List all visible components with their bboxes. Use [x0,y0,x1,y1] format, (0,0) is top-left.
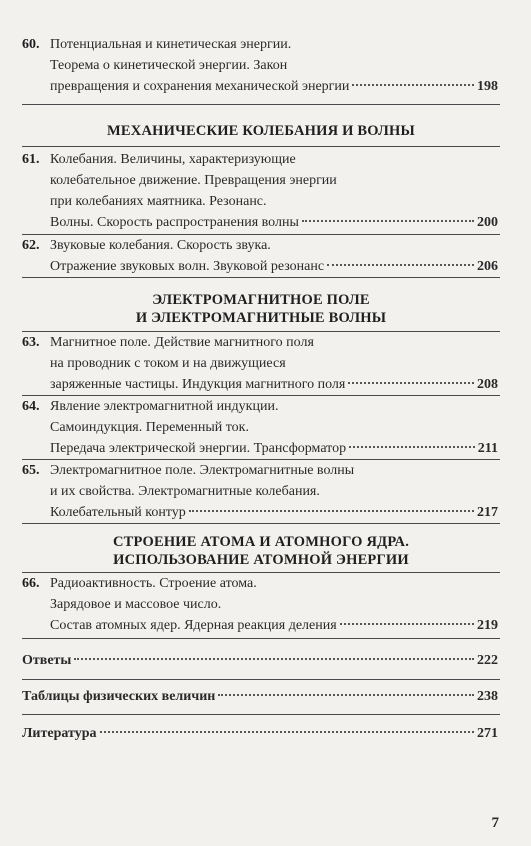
dot-leader [349,446,475,448]
page-ref: 222 [477,653,498,668]
page-ref: 217 [477,505,498,520]
entry-text: Магнитное поле. Действие магнитного поля [50,335,314,350]
divider [22,714,500,715]
entry-text: Ответы [22,653,72,668]
entry-text: Самоиндукция. Переменный ток. [50,420,249,435]
entry-number: 66. [22,576,40,591]
page-ref: 219 [477,618,498,633]
entry-number: 65. [22,463,40,478]
entry-text: на проводник с током и на движущиеся [50,356,286,371]
entry-text: Передача электрической энергии. Трансформатор [50,441,347,456]
entry-text: Колебания. Величины, характеризующие [50,152,296,167]
toc-entry-63 [22,332,498,395]
page-ref: 200 [477,215,498,230]
entry-text: Литература [22,726,97,741]
page-ref: 238 [477,689,498,704]
entry-text: Зарядовое и массовое число. [50,597,222,612]
entry-text: Состав атомных ядер. Ядерная реакция деления [50,618,337,633]
entry-text: превращения и сохранения механической энергии [50,79,350,94]
divider [22,146,500,147]
entry-text: Потенциальная и кинетическая энергии. [50,37,292,52]
toc-entry-64 [22,396,498,459]
entry-text: при колебаниях маятника. Резонанс. [50,194,267,209]
entry-text: Отражение звуковых волн. Звуковой резонанс [50,259,325,274]
section-heading: ИСПОЛЬЗОВАНИЕ АТОМНОЙ ЭНЕРГИИ [113,552,409,568]
entry-text: Звуковые колебания. Скорость звука. [50,238,271,253]
section-heading: И ЭЛЕКТРОМАГНИТНЫЕ ВОЛНЫ [135,310,387,326]
entry-number: 62. [22,238,40,253]
entry-number: 64. [22,399,40,414]
dot-leader [74,658,474,660]
entry-text: Таблицы физических величин [22,689,216,704]
toc-entry-answers [22,650,498,671]
entry-text: и их свойства. Электромагнитные колебания. [50,484,320,499]
page-ref: 198 [477,79,498,94]
toc-entry-66 [22,573,498,636]
entry-text: Электромагнитное поле. Электромагнитные волны [50,463,355,478]
section-heading: ЭЛЕКТРОМАГНИТНОЕ ПОЛЕ [152,292,370,308]
toc-entry-61 [22,149,498,233]
entry-text: Теорема о кинетической энергии. Закон [50,58,288,73]
dot-leader [352,84,474,86]
divider [22,277,500,278]
divider [22,523,500,524]
section-heading: СТРОЕНИЕ АТОМА И АТОМНОГО ЯДРА. [112,534,410,550]
divider [22,104,500,105]
toc-entry-60 [22,34,498,97]
toc-entry-65 [22,460,498,523]
dot-leader [189,510,474,512]
dot-leader [348,382,474,384]
toc-entry-tables [22,686,498,707]
entry-text: Радиоактивность. Строение атома. [50,576,257,591]
entry-text: Явление электромагнитной индукции. [50,399,279,414]
entry-text: колебательное движение. Превращения энергии [50,173,337,188]
page-ref: 271 [477,726,498,741]
dot-leader [100,731,475,733]
page-ref: 206 [477,259,498,274]
toc-entry-62 [22,235,498,277]
entry-number: 60. [22,37,40,52]
toc-entry-literature [22,723,498,744]
page-ref: 211 [477,441,498,456]
section-heading: МЕХАНИЧЕСКИЕ КОЛЕБАНИЯ И ВОЛНЫ [107,123,415,139]
page-number: 7 [491,815,499,831]
divider [22,679,500,680]
entry-text: Колебательный контур [50,505,186,520]
dot-leader [340,623,474,625]
divider [22,638,500,639]
entry-text: заряженные частицы. Индукция магнитного поля [50,377,346,392]
entry-number: 61. [22,152,40,167]
dot-leader [327,264,474,266]
entry-text: Волны. Скорость распространения волны [50,215,299,230]
dot-leader [302,220,474,222]
entry-number: 63. [22,335,40,350]
dot-leader [218,694,474,696]
page-ref: 208 [477,377,498,392]
